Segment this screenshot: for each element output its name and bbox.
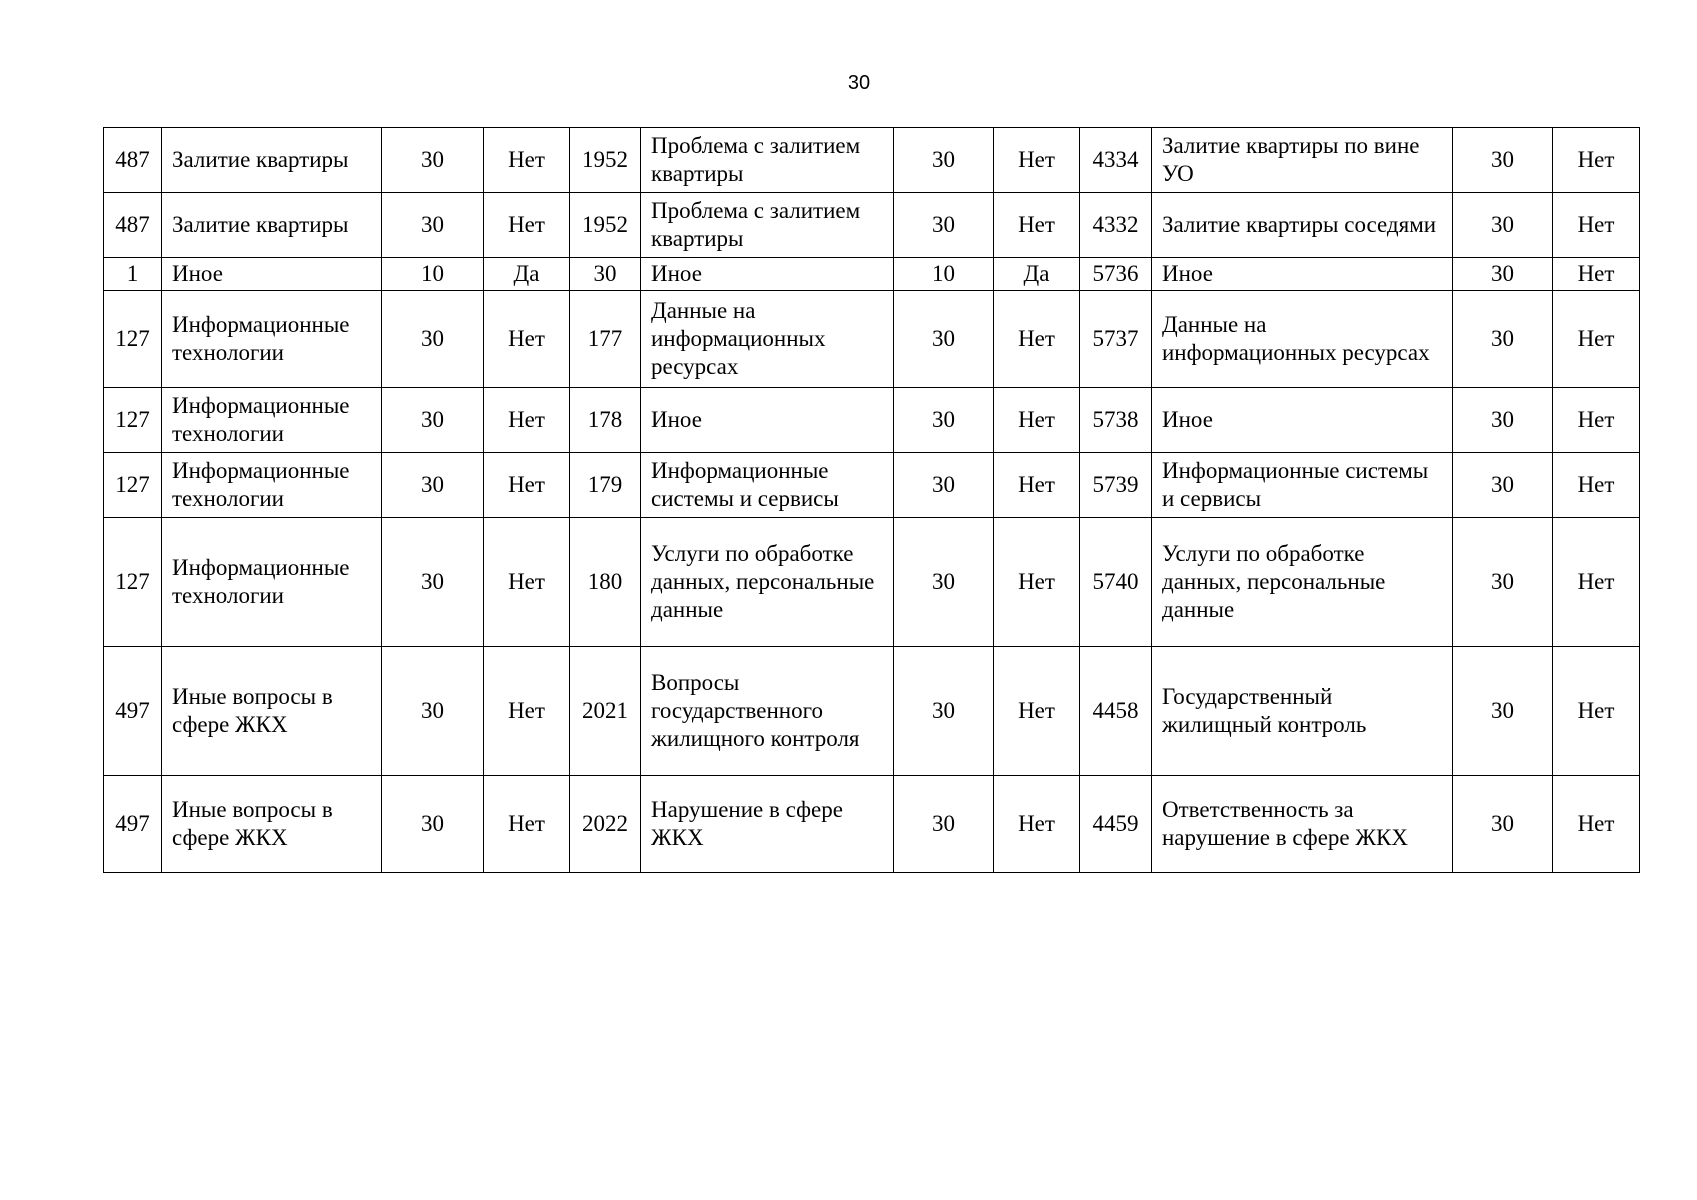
table-body	[104, 128, 1640, 873]
cell-theme-code: 1	[104, 258, 162, 291]
cell-theme-name: Залитие квартиры	[162, 128, 382, 193]
cell-theme-code: 127	[104, 291, 162, 388]
cell-subtheme-code: 2022	[570, 776, 641, 873]
cell-theme-code: 487	[104, 193, 162, 258]
cell-subtheme-code: 180	[570, 518, 641, 647]
cell-subtheme-name: Услуги по обработке данных, персональные данные	[641, 518, 894, 647]
cell-question-flag: Нет	[1553, 388, 1640, 453]
cell-question-code: 5740	[1080, 518, 1152, 647]
cell-subtheme-code: 179	[570, 453, 641, 518]
cell-theme-name: Иные вопросы в сфере ЖКХ	[162, 647, 382, 776]
cell-subtheme-name: Вопросы государственного жилищного контроля	[641, 647, 894, 776]
cell-question-name: Залитие квартиры по вине УО	[1152, 128, 1453, 193]
cell-subtheme-flag: Нет	[994, 647, 1080, 776]
cell-question-name: Услуги по обработке данных, персональные данные	[1152, 518, 1453, 647]
cell-question-name: Иное	[1152, 388, 1453, 453]
table-row	[104, 193, 1640, 258]
cell-question-code: 5736	[1080, 258, 1152, 291]
cell-theme-days: 30	[382, 193, 484, 258]
cell-theme-name: Иное	[162, 258, 382, 291]
cell-question-flag: Нет	[1553, 518, 1640, 647]
cell-question-code: 5739	[1080, 453, 1152, 518]
cell-subtheme-days: 30	[894, 647, 994, 776]
cell-question-days: 30	[1453, 128, 1553, 193]
cell-theme-flag: Нет	[484, 193, 570, 258]
cell-question-name: Информационные системы и сервисы	[1152, 453, 1453, 518]
cell-question-flag: Нет	[1553, 776, 1640, 873]
cell-question-days: 30	[1453, 258, 1553, 291]
cell-question-days: 30	[1453, 291, 1553, 388]
cell-theme-days: 30	[382, 388, 484, 453]
cell-question-days: 30	[1453, 647, 1553, 776]
table-row	[104, 258, 1640, 291]
cell-theme-days: 30	[382, 776, 484, 873]
cell-question-name: Данные на информационных ресурсах	[1152, 291, 1453, 388]
cell-theme-days: 30	[382, 291, 484, 388]
table-row	[104, 776, 1640, 873]
cell-theme-name: Залитие квартиры	[162, 193, 382, 258]
cell-theme-days: 10	[382, 258, 484, 291]
cell-theme-name: Иные вопросы в сфере ЖКХ	[162, 776, 382, 873]
cell-question-name: Иное	[1152, 258, 1453, 291]
table-row	[104, 388, 1640, 453]
cell-theme-flag: Нет	[484, 291, 570, 388]
cell-theme-days: 30	[382, 518, 484, 647]
cell-question-flag: Нет	[1553, 193, 1640, 258]
cell-subtheme-name: Информационные системы и сервисы	[641, 453, 894, 518]
cell-subtheme-days: 10	[894, 258, 994, 291]
cell-subtheme-days: 30	[894, 128, 994, 193]
cell-subtheme-flag: Нет	[994, 453, 1080, 518]
cell-subtheme-flag: Нет	[994, 291, 1080, 388]
cell-subtheme-name: Проблема с залитием квартиры	[641, 128, 894, 193]
table-row	[104, 518, 1640, 647]
page-number: 30	[847, 72, 871, 94]
cell-subtheme-days: 30	[894, 193, 994, 258]
cell-subtheme-code: 177	[570, 291, 641, 388]
cell-subtheme-name: Иное	[641, 258, 894, 291]
cell-question-days: 30	[1453, 518, 1553, 647]
cell-theme-name: Информационные технологии	[162, 518, 382, 647]
table-row	[104, 128, 1640, 193]
cell-question-flag: Нет	[1553, 128, 1640, 193]
cell-theme-flag: Нет	[484, 388, 570, 453]
cell-theme-code: 487	[104, 128, 162, 193]
cell-subtheme-code: 2021	[570, 647, 641, 776]
cell-subtheme-days: 30	[894, 518, 994, 647]
cell-subtheme-days: 30	[894, 453, 994, 518]
cell-theme-code: 497	[104, 776, 162, 873]
cell-question-code: 4459	[1080, 776, 1152, 873]
cell-theme-flag: Нет	[484, 776, 570, 873]
table-row	[104, 291, 1640, 388]
cell-theme-code: 127	[104, 388, 162, 453]
cell-subtheme-days: 30	[894, 776, 994, 873]
cell-question-name: Государственный жилищный контроль	[1152, 647, 1453, 776]
cell-question-code: 4334	[1080, 128, 1152, 193]
cell-theme-flag: Нет	[484, 128, 570, 193]
cell-subtheme-code: 30	[570, 258, 641, 291]
cell-question-code: 5738	[1080, 388, 1152, 453]
cell-subtheme-name: Иное	[641, 388, 894, 453]
cell-subtheme-flag: Нет	[994, 193, 1080, 258]
cell-theme-flag: Да	[484, 258, 570, 291]
cell-subtheme-flag: Нет	[994, 776, 1080, 873]
cell-question-name: Ответственность за нарушение в сфере ЖКХ	[1152, 776, 1453, 873]
cell-subtheme-flag: Нет	[994, 128, 1080, 193]
cell-question-days: 30	[1453, 776, 1553, 873]
cell-question-flag: Нет	[1553, 647, 1640, 776]
classification-table	[103, 127, 1640, 873]
cell-theme-name: Информационные технологии	[162, 291, 382, 388]
cell-question-code: 4332	[1080, 193, 1152, 258]
cell-theme-code: 127	[104, 518, 162, 647]
cell-theme-name: Информационные технологии	[162, 388, 382, 453]
table-row	[104, 453, 1640, 518]
cell-subtheme-flag: Да	[994, 258, 1080, 291]
cell-theme-days: 30	[382, 453, 484, 518]
cell-question-days: 30	[1453, 193, 1553, 258]
cell-question-flag: Нет	[1553, 453, 1640, 518]
table-row	[104, 647, 1640, 776]
cell-question-code: 5737	[1080, 291, 1152, 388]
cell-subtheme-flag: Нет	[994, 518, 1080, 647]
cell-theme-flag: Нет	[484, 647, 570, 776]
cell-question-days: 30	[1453, 453, 1553, 518]
cell-subtheme-flag: Нет	[994, 388, 1080, 453]
cell-theme-flag: Нет	[484, 453, 570, 518]
cell-subtheme-code: 1952	[570, 128, 641, 193]
cell-theme-days: 30	[382, 128, 484, 193]
cell-subtheme-name: Нарушение в сфере ЖКХ	[641, 776, 894, 873]
cell-question-name: Залитие квартиры соседями	[1152, 193, 1453, 258]
cell-subtheme-name: Данные на информационных ресурсах	[641, 291, 894, 388]
cell-theme-flag: Нет	[484, 518, 570, 647]
cell-subtheme-name: Проблема с залитием квартиры	[641, 193, 894, 258]
cell-subtheme-code: 178	[570, 388, 641, 453]
cell-theme-code: 497	[104, 647, 162, 776]
cell-theme-name: Информационные технологии	[162, 453, 382, 518]
cell-question-code: 4458	[1080, 647, 1152, 776]
cell-question-flag: Нет	[1553, 258, 1640, 291]
cell-question-days: 30	[1453, 388, 1553, 453]
cell-subtheme-days: 30	[894, 291, 994, 388]
cell-subtheme-code: 1952	[570, 193, 641, 258]
cell-theme-days: 30	[382, 647, 484, 776]
cell-question-flag: Нет	[1553, 291, 1640, 388]
cell-subtheme-days: 30	[894, 388, 994, 453]
cell-theme-code: 127	[104, 453, 162, 518]
